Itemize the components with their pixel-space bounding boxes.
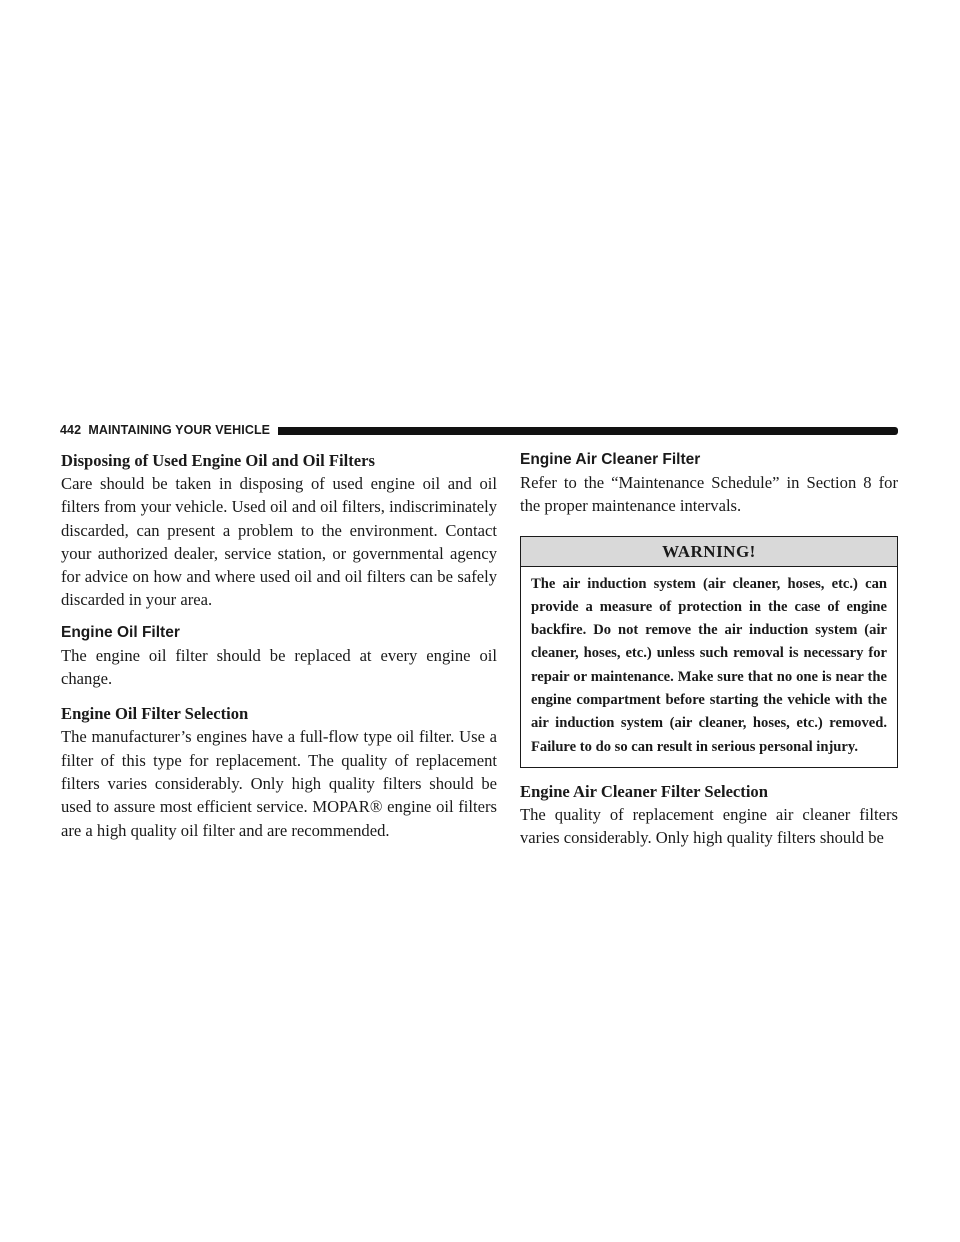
oil-filter-paragraph: The engine oil filter should be replaced at every engine oil change. <box>61 645 497 689</box>
oil-filter-selection-heading: Engine Oil Filter Selection <box>61 704 249 724</box>
page-number: 442 <box>60 423 82 437</box>
oil-filter-heading: Engine Oil Filter <box>61 623 180 641</box>
left-column <box>61 449 497 842</box>
air-cleaner-paragraph: Refer to the “Maintenance Schedule” in Section 8 for the proper maintenance intervals. <box>520 473 898 516</box>
running-header <box>60 420 898 440</box>
air-cleaner-selection-heading: Engine Air Cleaner Filter Selection <box>520 781 768 801</box>
right-column <box>520 449 898 850</box>
disposing-paragraph: Care should be taken in disposing of used engine oil and oil filters from your vehicle. Used oil and oil filters, indiscriminately discarded, can present a problem to the environment. Contact your authorized dealer, service station, or governmental agency for advice on how and where used oil and oil filters can be safely discarded in your area. <box>61 474 497 610</box>
running-header-label <box>60 423 278 437</box>
warning-text: The air induction system (air cleaner, hoses, etc.) can provide a measure of protection in the case of engine backfire. Do not remove the air induction system (air cleaner, hoses, etc.) unless such removal is necessary for repair or maintenance. Make sure that no one is near the engine compartment before starting the vehicle with the air induction system (air cleaner, hoses, etc.) removed. Failure to do so can result in serious personal injury. <box>531 575 887 755</box>
warning-box <box>520 536 898 768</box>
air-cleaner-selection-paragraph: The quality of replacement engine air cleaner filters varies considerably. Only high quality filters should be <box>520 804 898 848</box>
section-title: MAINTAINING YOUR VEHICLE <box>88 423 271 437</box>
oil-filter-selection-paragraph: The manufacturer’s engines have a full-flow type oil filter. Use a filter of this type for replacement. The quality of replacement filters varies considerably. Only high quality filters should be used to assure most efficient service. MOPAR® engine oil filters are a high quality oil filter and are recommended. <box>61 727 497 840</box>
header-rule <box>278 427 898 435</box>
warning-title: WARNING! <box>521 537 897 567</box>
disposing-heading: Disposing of Used Engine Oil and Oil Filters <box>61 451 375 470</box>
air-cleaner-heading: Engine Air Cleaner Filter <box>520 451 701 468</box>
